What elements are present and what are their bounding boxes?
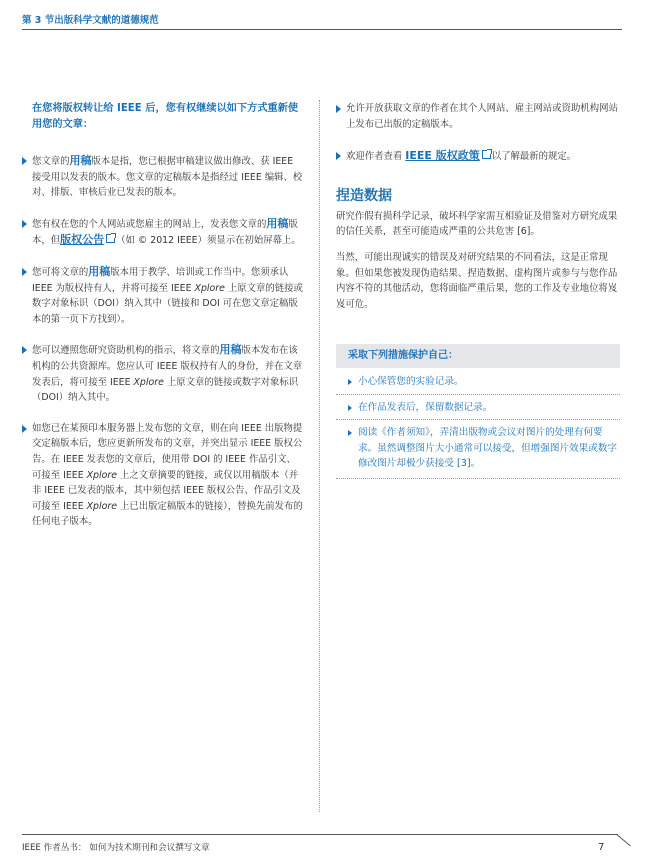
bullet-arrow-icon <box>348 379 352 385</box>
keyword-accepted: 用稿 <box>266 216 289 230</box>
bullet-accepted-version: 您文章的用稿版本是指，您已根据审稿建议做出修改、获 IEEE 接受用以发表的版本。您文章的定稿版本是指经过 IEEE 编辑、校对、排版、审核后业已发表的版本。 <box>22 153 304 201</box>
protection-tips-box <box>336 344 620 479</box>
bullet-arrow-icon <box>336 152 341 160</box>
right-column <box>336 101 620 312</box>
bullet-arrow-icon <box>22 220 27 228</box>
bullet-arrow-icon <box>336 105 341 113</box>
bullet-preprint-server: 如您已在某预印本服务器上发布您的文章，则在向 IEEE 出版物提交定稿版本后，您应更新所发布的文章，并突出显示 IEEE 版权公告。在 IEEE 发表您的文章后，使用带 DOI 的 IEEE 作品引文、可接至 IEEE Xplore 上之文章摘要的链接，或仅以用稿版本（并非 IEEE 已发表的版本，其中须包括 IEEE 版权公告、作品引文及可接至 IEEE Xplore 上已出版定稿版本的链接），替换先前发布的任何电子版本。 <box>22 421 304 530</box>
keyword-accepted: 用稿 <box>69 154 92 167</box>
external-link-icon[interactable] <box>482 150 491 159</box>
section-title: 捏造数据 <box>336 187 392 204</box>
copyright-notice-link[interactable]: 版权公告 <box>60 233 105 247</box>
footer-series-title: IEEE 作者丛书： 如何为技术期刊和会议撰写文章 <box>22 843 210 853</box>
keyword-accepted: 用稿 <box>88 264 111 278</box>
bullet-arrow-icon <box>22 346 27 354</box>
section-header: 第 3 节出版科学文献的道德规范 <box>22 15 159 26</box>
keyword-accepted: 用稿 <box>219 343 242 357</box>
page-number: 7 <box>598 842 605 853</box>
bullet-arrow-icon <box>348 430 352 436</box>
bullet-arrow-icon <box>348 405 352 411</box>
left-column <box>22 101 304 530</box>
footer-divider <box>22 834 618 835</box>
footer-corner-tick <box>616 834 630 846</box>
bullet-arrow-icon <box>22 157 27 165</box>
tips-heading: 采取下列措施保护自己： <box>336 344 620 368</box>
bullet-personal-website: 您有权在您的个人网站或您雇主的网站上，发表您文章的用稿版本，但版权公告 （如 © 2012 IEEE）须显示在初始屏幕上。 <box>22 216 304 249</box>
bullet-copyright-policy: 欢迎作者查看 IEEE 版权政策 以了解最新的规定。 <box>336 148 620 165</box>
bullet-arrow-icon <box>22 425 27 433</box>
bullet-arrow-icon <box>22 268 27 276</box>
tip-item: 小心保管您的实验记录。 <box>336 368 620 395</box>
column-divider <box>319 100 320 812</box>
bullet-funding-repository: 您可以遵照您研究资助机构的指示，将文章的用稿版本发布在该机构的公共资源库。您应认可 IEEE 版权持有人的身份，并在文章发表后，将可接至 IEEE Xplore 上原文章的链接或数字对象标识（DOI）纳入其中。 <box>22 342 304 405</box>
tip-item: 在作品发表后，保留数据记录。 <box>336 395 620 421</box>
tip-item: 阅读《作者须知》，弄清出版物或会议对图片的处理有何要求。虽然调整图片大小通常可以接受，但增强图片效果或数字修改图片却极少获接受 [3]。 <box>336 420 620 479</box>
header-divider <box>22 29 622 30</box>
bullet-teaching-use: 您可将文章的用稿版本用于教学、培训或工作当中。您须承认 IEEE 为版权持有人，并将可接至 IEEE Xplore 上原文章的链接或数字对象标识（DOI）纳入其中（链接和 DOI 可在您文章定稿版本的第一页下方找到）。 <box>22 264 304 327</box>
paragraph-research-fraud: 研究作假有损科学记录，破坏科学家需互相验证及借鉴对方研究成果的信任关系，甚至可能造成严重的公共危害 [6]。 <box>336 210 618 238</box>
paragraph-consequences: 当然，可能出现诚实的错误及对研究结果的不同看法，这是正常现象。但如果您被发现伪造结果、捏造数据、虚构图片或参与与您作品内容不符的其他活动，您将面临严重后果，您的工作及专业地位将岌岌可危。 <box>336 251 618 310</box>
bullet-open-access: 允许开放获取文章的作者在其个人网站、雇主网站或资助机构网站上发布已出版的定稿版本。 <box>336 101 620 132</box>
external-link-icon[interactable] <box>106 234 115 243</box>
copyright-policy-link[interactable]: IEEE 版权政策 <box>405 149 480 163</box>
intro-heading: 在您将版权转让给 IEEE 后，您有权继续以如下方式重新使用您的文章： <box>32 103 299 130</box>
